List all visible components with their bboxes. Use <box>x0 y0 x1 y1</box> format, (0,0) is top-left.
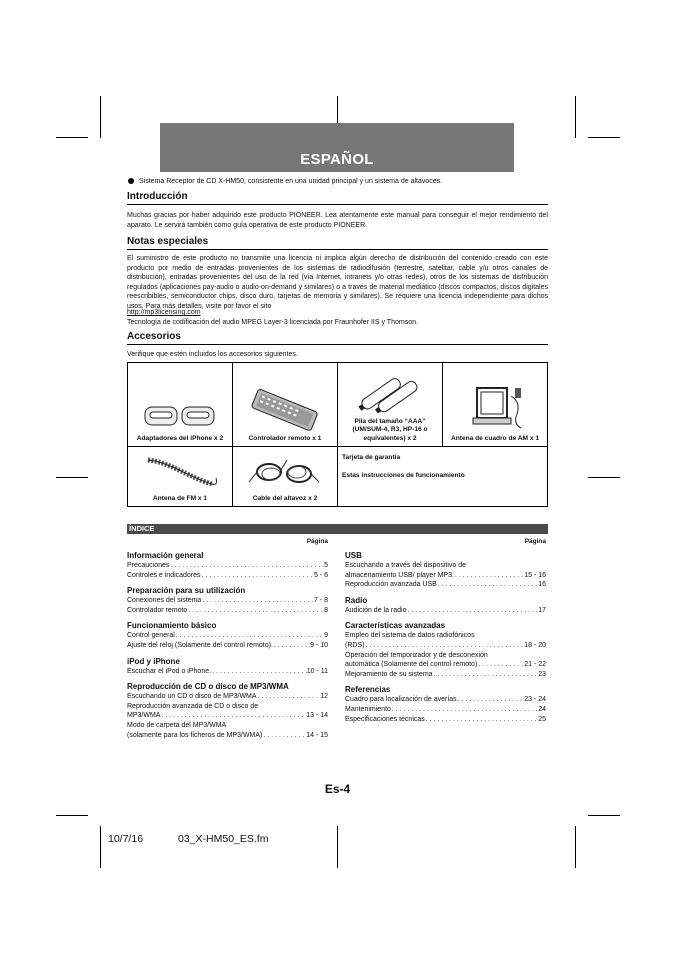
dot-leader <box>437 580 538 590</box>
footer-filename: 03_X-HM50_ES.fm <box>178 833 269 845</box>
divider <box>127 249 548 250</box>
index-entry-title: Ajuste del reloj (Solamente del control remoto). <box>127 641 273 649</box>
dot-leader <box>160 711 306 721</box>
divider <box>127 344 548 345</box>
accessory-am-antenna: Antena de cuadro de AM x 1 <box>443 363 548 447</box>
battery-icon <box>352 375 428 415</box>
dot-leader <box>175 631 324 641</box>
index-entry[interactable] <box>345 660 546 670</box>
index-section-heading: USB <box>345 551 362 560</box>
index-entry[interactable] <box>345 606 546 616</box>
index-entry-page: 15 - 16 <box>524 571 546 579</box>
dot-leader <box>262 731 306 741</box>
index-entry-title: Cuadro para localización de averías <box>345 696 457 704</box>
index-entry-page: 10 - 11 <box>306 667 328 675</box>
accessory-iphone-adapters: Adaptadores del iPhone x 2 <box>128 363 233 447</box>
dot-leader <box>169 561 324 571</box>
index-entry-title: Especificaciones técnicas <box>345 715 425 723</box>
index-section-heading: Radio <box>345 595 368 605</box>
index-entry[interactable] <box>345 670 546 680</box>
dot-leader <box>201 571 314 581</box>
dot-leader <box>477 660 524 670</box>
dot-leader <box>433 670 539 680</box>
dot-leader <box>257 692 321 702</box>
divider <box>127 204 548 205</box>
index-entry[interactable] <box>345 705 546 715</box>
index-entry-page: 18 - 20 <box>524 641 546 649</box>
intro-heading: Introducción <box>127 191 188 202</box>
iphone-adapter-icon <box>142 402 218 432</box>
accessories-intro: Verifique que estén incluidos los accesorios siguientes. <box>127 351 298 358</box>
index-entry[interactable] <box>127 571 328 581</box>
accessory-batteries: Pila del tamaño “AAA” (UM/SUM-4, R3, HP-16 o equivalentes) x 2 <box>338 363 443 447</box>
accessory-remote: Controlador remoto x 1 <box>233 363 338 447</box>
intro-text: Muchas gracias por haber adquirido este producto PIONEER. Lea atentamente este manual para conseguir el mejor rendimiento del aparato. Le servirá también como guía operativa de este producto PIONEER. <box>127 212 548 229</box>
index-entry-title: Controlador remoto <box>127 606 188 614</box>
accessory-documents: Tarjeta de garantía Estas instrucciones de funcionamiento <box>338 447 548 507</box>
index-entry-page: 21 - 22 <box>524 661 546 669</box>
index-entry-page: 24 <box>538 705 546 713</box>
dot-leader <box>201 596 314 606</box>
index-entry-line: Empleo del sistema de datos radiofónicos <box>345 632 475 640</box>
index-entry[interactable] <box>345 695 546 705</box>
index-entry-page: 12 <box>320 693 328 701</box>
index-entry[interactable] <box>127 596 328 606</box>
index-entry-title: Mantenimiento <box>345 705 391 713</box>
index-entry-title: Escuchar el iPod o iPhone. <box>127 667 212 675</box>
index-entry[interactable] <box>127 692 328 702</box>
dot-leader <box>391 705 538 715</box>
index-entry-title: Conexiones del sistema <box>127 597 202 605</box>
index-entry[interactable] <box>127 731 328 741</box>
dot-leader <box>454 571 524 581</box>
index-entry-title: (RDS) <box>345 641 365 649</box>
index-entry[interactable] <box>345 715 546 725</box>
accessory-fm-antenna: Antena de FM x 1 <box>128 447 233 507</box>
index-section-heading: Referencias <box>345 685 391 695</box>
index-entry-title: Mejoramiento de su sistema <box>345 670 433 678</box>
index-section-heading: Información general <box>127 551 204 560</box>
notes-text-2: Tecnología de codificación del audio MPEG Layer-3 licenciada por Fraunhofer IIS y Thomson. <box>127 319 418 326</box>
index-entry-page: 9 - 10 <box>310 641 328 649</box>
licensing-link[interactable]: http://mp3licensing.com <box>127 309 201 316</box>
index-entry[interactable] <box>127 711 328 721</box>
index-section-heading: Funcionamiento básico <box>127 621 217 631</box>
dot-leader <box>457 695 525 705</box>
dot-leader <box>364 641 524 651</box>
index-entry-page: 8 <box>324 606 328 614</box>
index-entry-line: Modo de carpeta del MP3/WMA <box>127 721 227 729</box>
index-bar: ÍNDICE <box>127 524 548 534</box>
footer-date: 10/7/16 <box>108 833 144 845</box>
dot-leader <box>273 641 310 651</box>
index-entry-page: 9 <box>324 632 328 640</box>
dot-leader <box>425 715 538 725</box>
index-entry-line: Operación del temporizador y de desconexión <box>345 651 488 659</box>
index-entry[interactable] <box>127 641 328 651</box>
index-entry-title: MP3/WMA <box>127 712 161 720</box>
dot-leader <box>211 667 307 677</box>
index-entry-page: 7 - 8 <box>313 597 328 605</box>
index-entry-page: 5 - 6 <box>313 571 328 579</box>
page-column-label: Página <box>524 538 546 545</box>
index-entry[interactable] <box>127 561 328 571</box>
index-entry[interactable] <box>345 571 546 581</box>
index-entry-page: 25 <box>538 715 546 723</box>
index-entry-title: Precauciones <box>127 562 170 569</box>
index-section-heading: iPod y iPhone <box>127 656 180 666</box>
index-entry-page: 17 <box>538 606 546 614</box>
index-entry[interactable] <box>127 631 328 641</box>
index-section-heading: Características avanzadas <box>345 621 446 631</box>
page-column-label: Página <box>306 538 328 545</box>
index-entry-title: automática (Solamente del control remoto) <box>345 661 478 669</box>
index-entry-page: 23 <box>538 670 546 678</box>
index-entry-page: 5 <box>324 562 328 569</box>
remote-control-icon <box>247 386 323 432</box>
index-entry-title: (solamente para los ficheros de MP3/WMA) <box>127 731 263 739</box>
index-entry-title: Controles e indicadores <box>127 571 201 579</box>
page-number: Es-4 <box>324 782 351 796</box>
notes-heading: Notas especiales <box>127 236 209 247</box>
index-entry-title: Control general <box>127 632 175 640</box>
language-title: ESPAÑOL <box>300 151 374 168</box>
index-entry-line: Escuchando a través del dispositivo de <box>345 562 467 569</box>
index-entry-title: Reproducción avanzada USB <box>345 581 437 589</box>
index-entry-line: Reproducción avanzada de CD o disco de <box>127 702 259 710</box>
fm-antenna-icon <box>140 452 220 492</box>
index-entry-title: Escuchando un CD o disco de MP3/WMA <box>127 693 257 701</box>
index-entry[interactable] <box>127 667 328 677</box>
index-entry-page: 16 <box>538 581 546 589</box>
index-entry-title: almacenamiento USB/ player MP3. <box>345 571 454 579</box>
index-entry-page: 23 - 24 <box>524 696 546 704</box>
language-banner <box>160 123 514 172</box>
am-loop-antenna-icon <box>457 384 533 432</box>
accessories-table <box>127 362 548 507</box>
dot-leader <box>187 606 324 616</box>
index-right-column <box>345 538 546 724</box>
index-entry[interactable] <box>127 606 328 616</box>
index-entry[interactable] <box>345 580 546 590</box>
accessory-speaker-cable: Cable del altavoz x 2 <box>233 447 338 507</box>
accessories-heading: Accesorios <box>127 331 181 342</box>
bullet-icon <box>128 178 134 184</box>
speaker-cable-icon <box>245 452 325 492</box>
index-section-heading: Preparación para su utilización <box>127 586 246 596</box>
system-bullet: Sistema Receptor de CD X-HM50, consistente en una unidad principal y un sistema de altavoces. <box>127 177 548 187</box>
notes-text: El suministro de este producto no transmite una licencia ni implica algún derecho de distribución del contenido creado con este producto por medio de entradas provenientes de los sistemas de radiodifusión (terrestre, satelitar, cable y/u otros canales de distribución), entradas provenientes del uso de la red (vía Internet, intranets y/o otras redes), otros de los sistemas de distribución regulados (aplicaciones pay-audio o audio-on-demand y similares) o a través de material mediático (discos compactos, discos digitales reescribibles, semiconductor chips, disco duro, tarjetas de memoria y similares). Se requiere una licencia independiente para dichos usos. Para más detalles, visite por favor el sito <box>127 255 548 310</box>
index-entry[interactable] <box>345 641 546 651</box>
index-entry-page: 13 - 14 <box>306 712 328 720</box>
index-entry-page: 14 - 15 <box>306 731 328 739</box>
dot-leader <box>407 606 539 616</box>
index-section-heading: Reproducción de CD o disco de MP3/WMA <box>127 682 289 692</box>
index-left-column <box>127 538 328 740</box>
index-entry-title: Audición de la radio <box>345 606 407 614</box>
